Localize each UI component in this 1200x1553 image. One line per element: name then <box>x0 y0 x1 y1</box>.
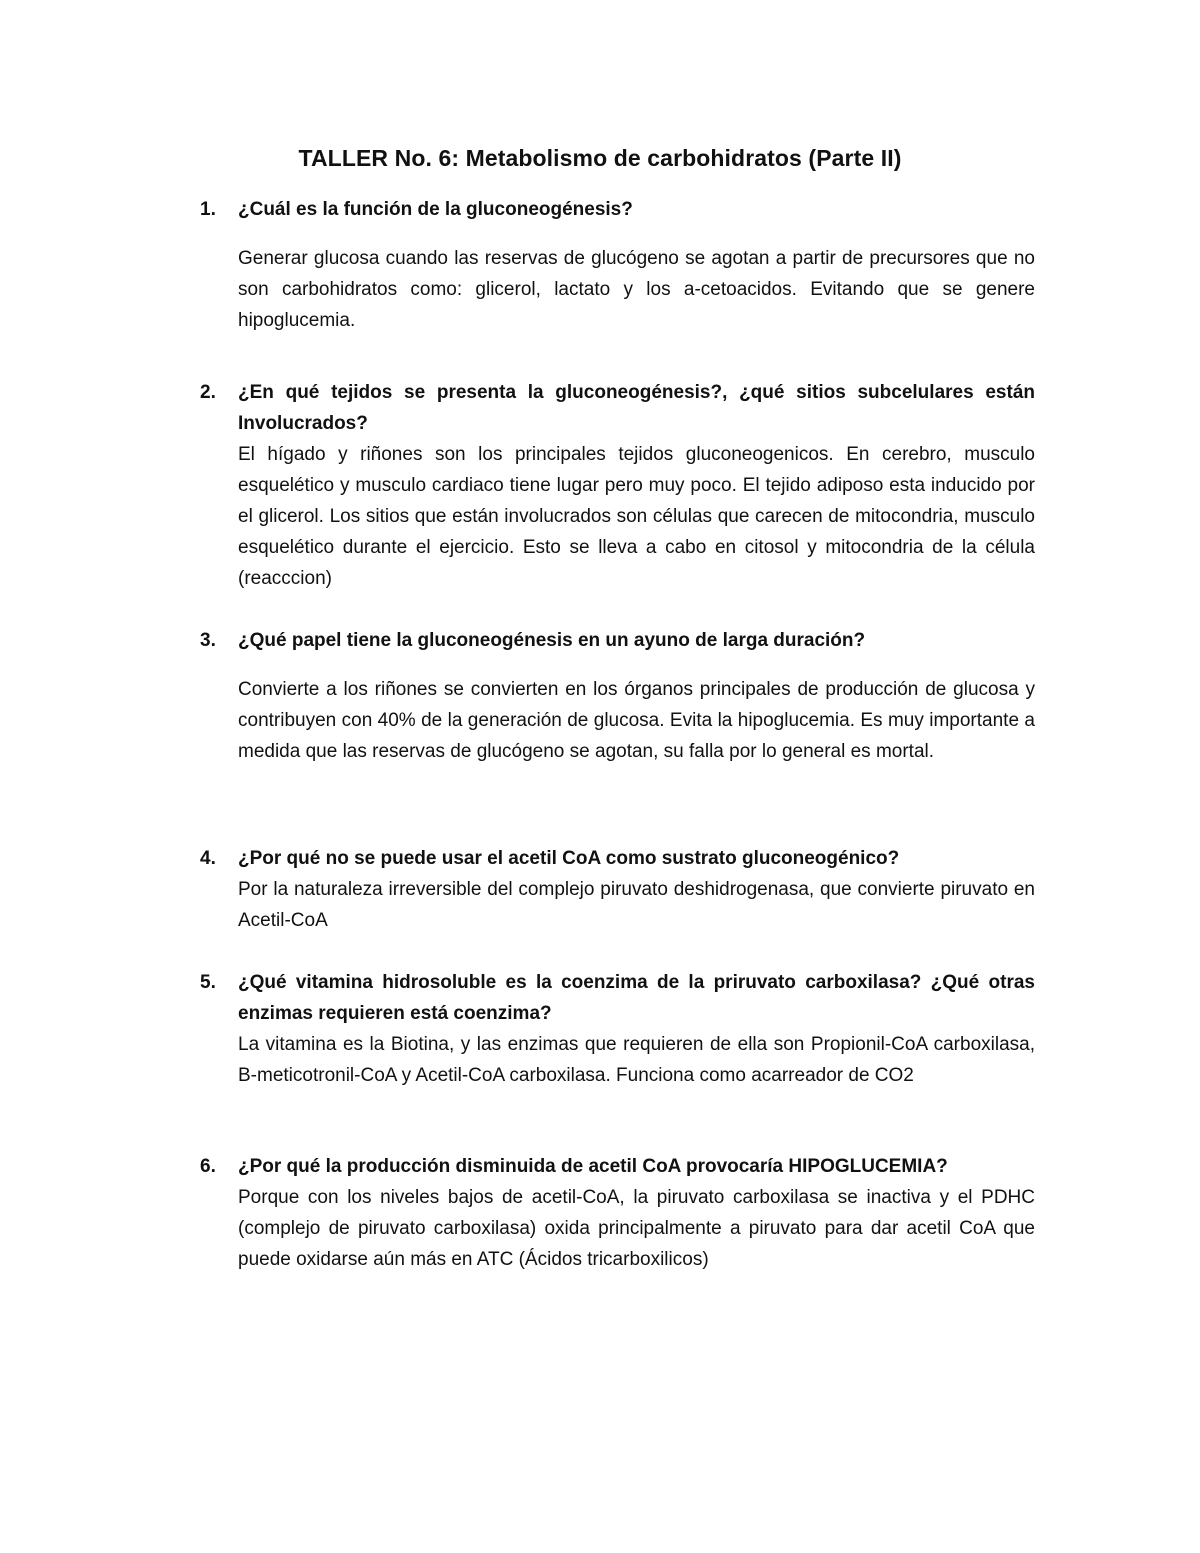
question-item-4 <box>200 843 1035 936</box>
question-number: 6. <box>200 1156 216 1177</box>
question-text: ¿En qué tejidos se presenta la gluconeogénesis?, ¿qué sitios subcelulares están Involucrados? <box>238 382 1035 434</box>
answer-text: Generar glucosa cuando las reservas de glucógeno se agotan a partir de precursores que no son carbohidratos como: glicerol, lactato y los a-cetoacidos. Evitando que se genere hipoglucemia. <box>238 248 1035 331</box>
answer-text: Porque con los niveles bajos de acetil-CoA, la piruvato carboxilasa se inactiva y el PDHC (complejo de piruvato carboxilasa) oxida principalmente a piruvato para dar acetil CoA que puede oxidarse aún más en ATC (Ácidos tricarboxilicos) <box>238 1187 1035 1270</box>
question-item-2 <box>200 377 1035 594</box>
question-item-1 <box>200 194 1035 336</box>
answer-text: La vitamina es la Biotina, y las enzimas que requieren de ella son Propionil-CoA carboxilasa, B-meticotronil-CoA y Acetil-CoA carboxilasa. Funciona como acarreador de CO2 <box>238 1034 1035 1086</box>
question-number: 1. <box>200 199 216 220</box>
question-number: 5. <box>200 972 216 993</box>
question-item-6 <box>200 1151 1035 1275</box>
question-text: ¿Qué vitamina hidrosoluble es la coenzima de la priruvato carboxilasa? ¿Qué otras enzimas requieren está coenzima? <box>238 972 1035 1024</box>
answer-text: Por la naturaleza irreversible del complejo piruvato deshidrogenasa, que convierte piruvato en Acetil-CoA <box>238 879 1035 931</box>
question-item-5 <box>200 967 1035 1091</box>
question-item-3 <box>200 625 1035 767</box>
question-number: 4. <box>200 848 216 869</box>
question-text: ¿Por qué la producción disminuida de acetil CoA provocaría HIPOGLUCEMIA? <box>238 1156 948 1177</box>
answer-text: Convierte a los riñones se convierten en los órganos principales de producción de glucosa y contribuyen con 40% de la generación de glucosa. Evita la hipoglucemia. Es muy importante a medida que las reservas de glucógeno se agotan, su falla por lo general es mortal. <box>238 679 1035 762</box>
question-text: ¿Cuál es la función de la gluconeogénesis? <box>238 199 633 220</box>
question-text: ¿Qué papel tiene la gluconeogénesis en un ayuno de larga duración? <box>238 630 866 651</box>
question-text: ¿Por qué no se puede usar el acetil CoA como sustrato gluconeogénico? <box>238 848 900 869</box>
question-number: 2. <box>200 382 216 403</box>
page-title: TALLER No. 6: Metabolismo de carbohidratos (Parte II) <box>298 145 902 171</box>
answer-text: El hígado y riñones son los principales tejidos gluconeogenicos. En cerebro, musculo esquelético y musculo cardiaco tiene lugar pero muy poco. El tejido adiposo esta inducido por el glicerol. Los sitios que están involucrados son células que carecen de mitocondria, musculo esquelético durante el ejercicio. Esto se lleva a cabo en citosol y mitocondria de la célula (reacccion) <box>238 444 1035 589</box>
question-number: 3. <box>200 630 216 651</box>
